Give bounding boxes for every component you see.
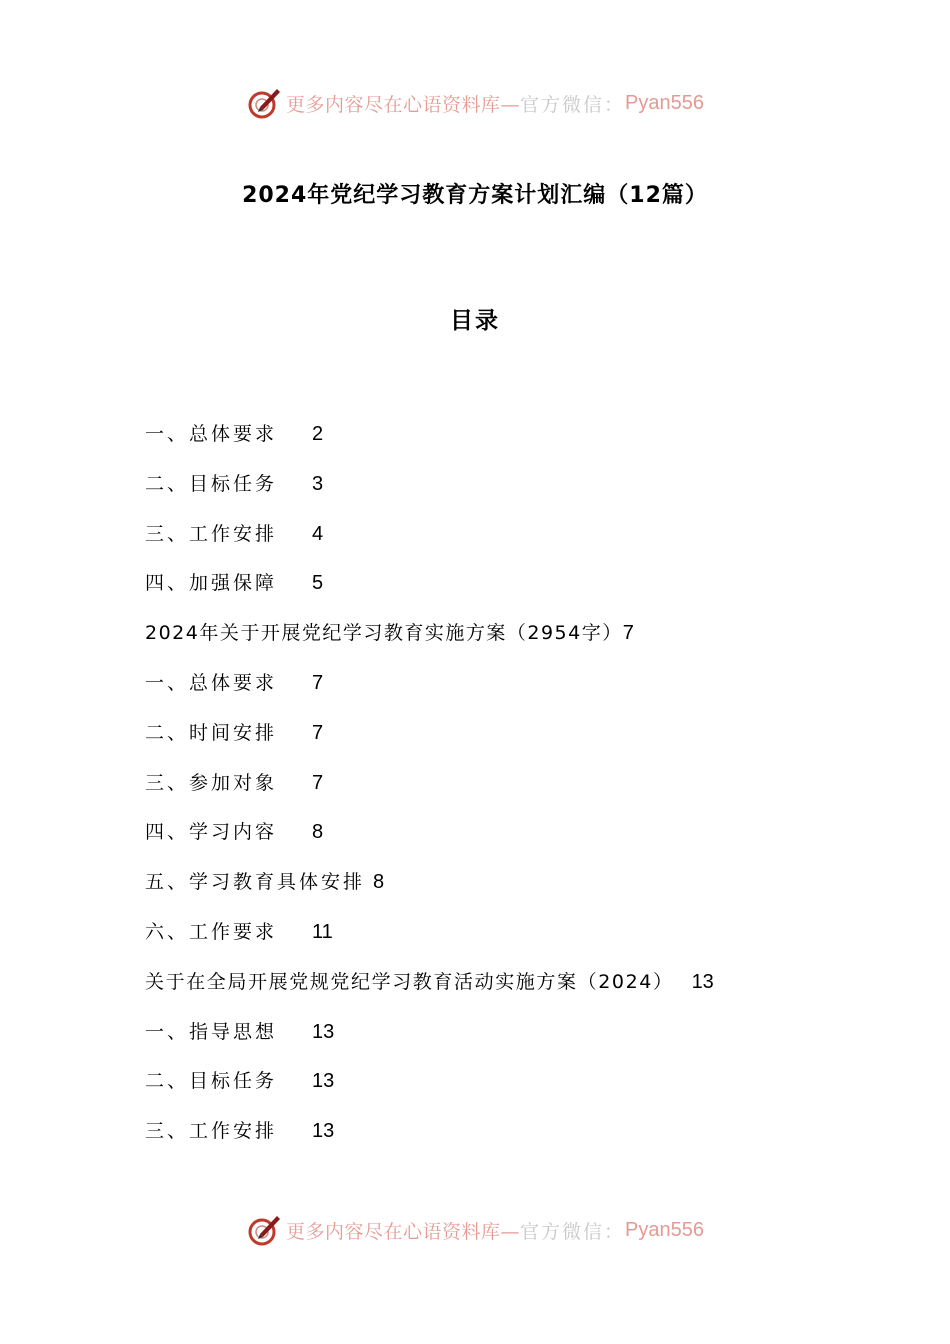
- toc-entry[interactable]: [145, 965, 865, 1015]
- toc-entry-label: 四、加强保障: [145, 572, 278, 595]
- toc-entry[interactable]: [145, 815, 865, 865]
- toc-entry-page: 13: [312, 1120, 335, 1143]
- document-title: 2024年党纪学习教育方案计划汇编（12篇）: [242, 183, 708, 208]
- toc-entry-label: 2024年关于开展党纪学习教育实施方案（2954字）: [145, 622, 623, 645]
- toc-entry[interactable]: [145, 566, 865, 616]
- toc-entry[interactable]: [145, 1114, 865, 1164]
- toc-entry-page: 3: [312, 472, 324, 495]
- toc-entry-label: 五、学习教育具体安排: [145, 871, 366, 894]
- toc-entry-label: 一、指导思想: [145, 1020, 278, 1043]
- toc-entry-label: 四、学习内容: [145, 821, 278, 844]
- watermark-footer: [0, 1210, 950, 1250]
- pen-logo-icon: [246, 1212, 282, 1248]
- toc-entry-label: 六、工作要求: [145, 920, 278, 943]
- toc-entry[interactable]: [145, 517, 865, 567]
- toc-entry-page: 2: [312, 423, 324, 445]
- toc-entry-label: 一、总体要求: [145, 423, 278, 445]
- toc-entry[interactable]: [145, 716, 865, 766]
- toc-entry-page: 8: [373, 871, 385, 894]
- toc-entry-label: 关于在全局开展党规党纪学习教育活动实施方案（2024）: [145, 970, 674, 993]
- watermark-text: 更多内容尽在心语资料库—: [286, 1220, 521, 1243]
- watermark-contact-label: 官方微信：: [520, 1220, 626, 1243]
- toc-entry[interactable]: [145, 1064, 865, 1114]
- toc-entry-label: 二、目标任务: [145, 1070, 278, 1093]
- toc-entry-page: 7: [622, 622, 634, 645]
- toc-entry-label: 二、目标任务: [145, 472, 278, 495]
- toc-entry-page: 13: [312, 1020, 335, 1043]
- toc-entry-page: 11: [312, 920, 333, 943]
- toc-entry-label: 三、工作安排: [145, 1120, 278, 1143]
- table-of-contents: [145, 417, 865, 1164]
- toc-entry[interactable]: [145, 865, 865, 915]
- toc-entry[interactable]: [145, 467, 865, 517]
- toc-entry-label: 三、参加对象: [145, 771, 278, 794]
- toc-entry[interactable]: [145, 666, 865, 716]
- watermark-text: 更多内容尽在心语资料库—: [286, 93, 521, 116]
- toc-entry-page: 7: [312, 721, 324, 744]
- watermark-wechat-id: Pyan556: [625, 1218, 704, 1241]
- watermark-contact-label: 官方微信：: [520, 93, 626, 116]
- toc-entry-label: 三、工作安排: [145, 522, 278, 545]
- toc-entry-label: 二、时间安排: [145, 721, 278, 744]
- toc-entry-page: 5: [312, 572, 324, 595]
- watermark-wechat-id: Pyan556: [625, 91, 704, 114]
- toc-entry[interactable]: [145, 417, 865, 467]
- toc-entry-page: 13: [691, 970, 714, 993]
- watermark-header: [0, 83, 950, 123]
- toc-entry-label: 一、总体要求: [145, 671, 278, 694]
- toc-heading: 目录: [450, 308, 500, 334]
- toc-entry[interactable]: [145, 915, 865, 965]
- toc-entry[interactable]: [145, 1015, 865, 1065]
- toc-entry-page: 13: [312, 1070, 335, 1093]
- toc-entry-page: 4: [312, 522, 324, 545]
- toc-entry-page: 7: [312, 671, 324, 694]
- toc-entry[interactable]: [145, 766, 865, 816]
- pen-logo-icon: [246, 85, 282, 121]
- toc-entry[interactable]: [145, 616, 865, 666]
- toc-entry-page: 8: [312, 821, 324, 844]
- toc-entry-page: 7: [312, 771, 324, 794]
